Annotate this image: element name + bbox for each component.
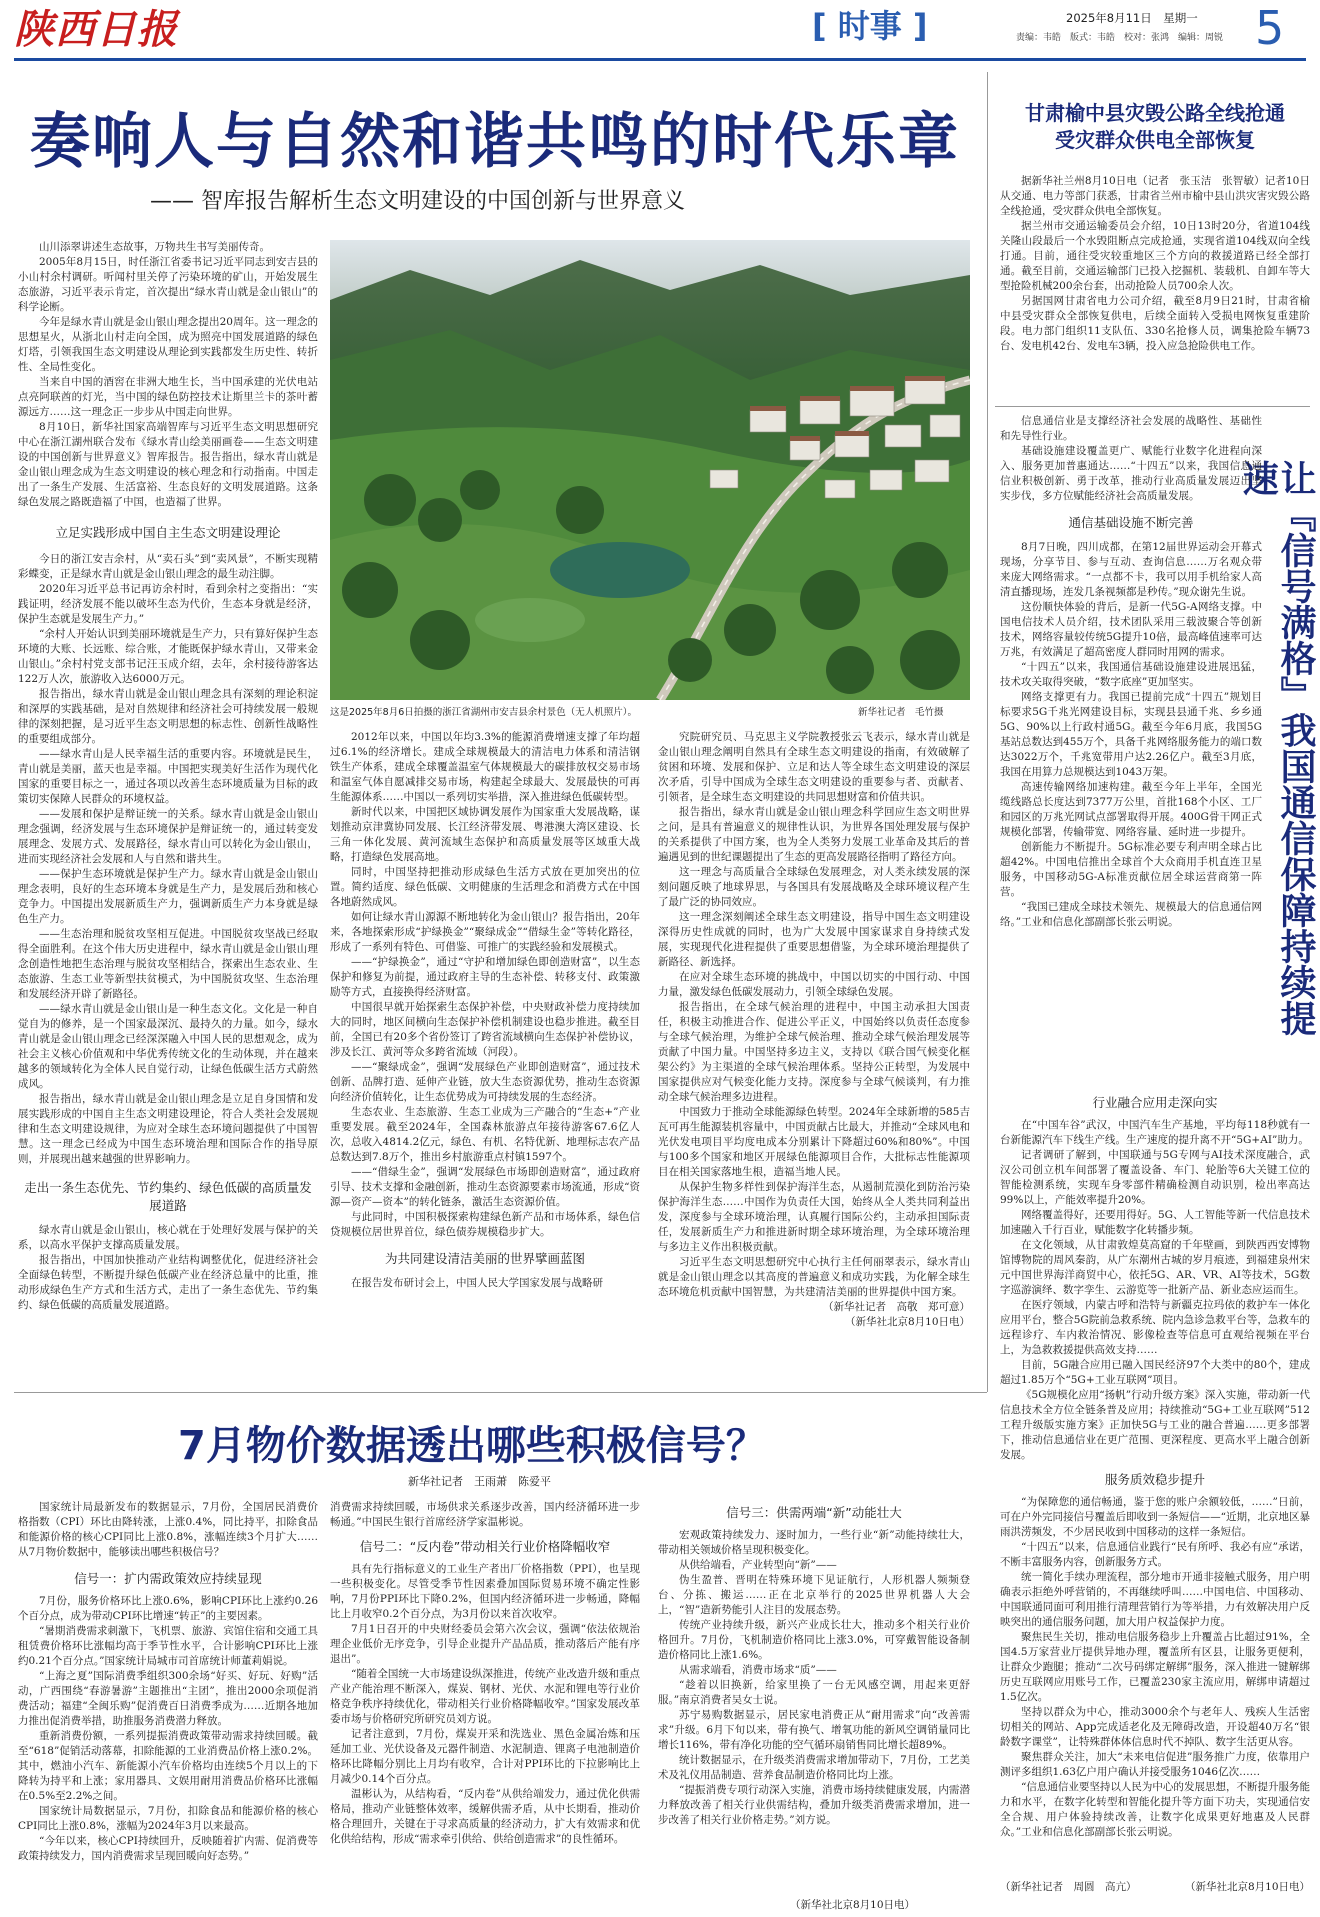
paragraph: 据兰州市交通运输委员会介绍，10日13时20分，省道104线关隆山段最后一个水毁阻断点完成抢通，实现省道104线双向全线打通。目前，通往受灾较重地区三个方向的救援道路已经全部打通。截至目前，交通运输部门已投入挖掘机、装载机、自卸车等大型抢险机械200余台套，出动抢险人员700余人次。 xyxy=(1000,220,1310,292)
cpi-col2 xyxy=(330,1500,640,1910)
paragraph: 网络覆盖得好，还要用得好。5G、人工智能等新一代信息技术加速融入千行百业，赋能数字化转播步频。 xyxy=(1000,1208,1310,1236)
paragraph: “信息通信业要坚持以人民为中心的发展思想，不断提升服务能力和水平，在数字化转型和智能化提升等方面下功夫，实现通信安全合规、用户体验持续改善，让数字化成果更好地惠及人民群众。”工业和信息化部副部长张云明说。 xyxy=(1000,1780,1310,1838)
paragraph: 坚持以群众为中心，推动3000余个与老年人、残疾人生活密切相关的网站、App完成适老化及无障碍改造，开设超40万名“银龄数字课堂”，让特殊群体体信息时代不掉队、数字生活更从容。 xyxy=(1000,1705,1310,1748)
paragraph: 具有先行指标意义的工业生产者出厂价格指数（PPI），也呈现一些积极变化。尽管受季节性因素叠加国际贸易环境不确定性影响，7月份PPI环比下降0.2%，但国内经济循环进一步畅通，降幅比上月收窄0.2个百分点，为3月份以来首次收窄。 xyxy=(330,1562,640,1620)
paragraph: 传统产业持续升级，新兴产业成长壮大，推动多个相关行业价格回升。7月份，飞机制造价格同比上涨3.0%，可穿戴智能设备制造价格同比上涨1.6%。 xyxy=(658,1618,970,1661)
paragraph: 目前，5G融合应用已融入国民经济97个大类中的80个，建成超过1.85万个“5G+工业互联网”项目。 xyxy=(1000,1358,1310,1386)
section-subhead: 为共同建设清洁美丽的世界擘画蓝图 xyxy=(384,1251,585,1266)
paragraph: “随着全国统一大市场建设纵深推进，传统产业改造升级和重点产业产能治理不断深入，煤炭、钢材、光伏、水泥和锂电等行业价格竞争秩序持续优化，带动相关行业价格降幅收窄。”国家发展改革委市场与价格研究所研究员刘方说。 xyxy=(330,1667,640,1725)
paragraph: 记者调研了解到，中国联通与5G专网与AI技术深度融合，武汉公司创立机车间部署了覆盖设备、车门、轮胎等6大关键工位的智能检测系统，实现车身零部件精确检测自动识别，检出率高达99%以上，产能效率提升20%。 xyxy=(1000,1148,1310,1206)
paragraph: 消费需求持续回暖，市场供求关系逐步改善，国内经济循环进一步畅通。”中国民生银行首席经济学家温彬说。 xyxy=(330,1501,640,1528)
telecom-col-a xyxy=(1000,414,1262,1094)
paragraph: 记者注意到，7月份，煤炭开采和洗选业、黑色金属冶炼和压延加工业、光伏设备及元器件制造、水泥制造、锂离子电池制造价格环比降幅分别比上月均有收窄，合计对PPI环比的下拉影响比上月减少0.14个百分点。 xyxy=(330,1727,640,1785)
masthead-rule xyxy=(14,58,1306,61)
paragraph: 聚焦民生关切，推动电信服务稳步上升覆盖占比超过91%，全国4.5万家营业厅提供异地办理，覆盖所有区县，让服务更便利，让群众少跑腿；推动“二次号码绑定解绑”服务，深入推进一键解绑历史互联网应用账号工作，已覆盖230家主流应用，解绑申请超过1.5亿次。 xyxy=(1000,1630,1310,1703)
paragraph: 在应对全球生态环境的挑战中，中国以切实的中国行动、中国力量，激发绿色低碳发展动力，引领全球绿色发展。 xyxy=(658,971,970,998)
cpi-col3 xyxy=(658,1500,970,1895)
paragraph: 国家统计局数据显示，7月份，扣除食品和能源价格的核心CPI同比上涨0.8%，涨幅为2024年3月以来最高。 xyxy=(18,1804,318,1832)
paragraph: 苏宁易购数据显示，居民家电消费正从“耐用需求”向“改善需求”升级。6月下旬以来，带有换气、增氧功能的新风空调销量同比增长116%，带有净化功能的空气循环扇销售同比增长超89%。 xyxy=(658,1708,970,1751)
section-title: [ 时事 ] xyxy=(812,7,928,45)
main-col1 xyxy=(18,240,318,1370)
section-label: 时事 xyxy=(837,7,902,45)
paragraph: 7月1日召开的中央财经委员会第六次会议，强调“依法依规治理企业低价无序竞争，引导企业提升产品品质，推动落后产能有序退出”。 xyxy=(330,1622,640,1665)
paragraph: 宏观政策持续发力、逐时加力，一些行业“新”动能持续壮大，带动相关领域价格呈现积极变化。 xyxy=(658,1528,970,1556)
paragraph: 生态农业、生态旅游、生态工业成为三产融合的“生态+”产业重要发展。截至2024年，全国森林旅游点年接待游客67.6亿人次，总收入4814.2亿元，绿色、有机、名特优新、地理标志农产品总数达到7.8万个，推出乡村旅游重点村镇1597个。 xyxy=(330,1106,640,1163)
section-subhead: 信号二：“反内卷”带动相关行业价格降幅收窄 xyxy=(359,1539,611,1554)
paragraph: 伪生盈普、晋明在特殊环境下见证航行，人形机器人频频登台、分拣、搬运……正在北京举行的2025世界机器人大会上，“智”造新势能引人注目的发展态势。 xyxy=(658,1573,970,1616)
paragraph: 如何让绿水青山源源不断地转化为金山银山？报告指出，20年来，各地探索形成“护绿换金”“聚绿成金”“借绿生金”等转化路径，形成了一系列有特色、可借鉴、可推广的实践经验和发展模式。 xyxy=(330,911,640,953)
paragraph: 今年是绿水青山就是金山银山理念提出20周年。这一理念的思想星火，从浙北山村走向全国，成为照亮中国发展道路的绿色灯塔，引领我国生态文明建设从理论到实践都发生历史性、转折性、全局性变化。 xyxy=(18,316,318,373)
paragraph: ——生态治理和脱贫攻坚相互促进。中国脱贫攻坚战已经取得全面胜利。在这个伟大历史进程中，绿水青山就是金山银山理念创造性地把生态治理与脱贫攻坚相结合，探索出生态农业、生态旅游、生态工业等新型扶贫模式，为中国脱贫攻坚、生态治理和发展经济开辟了新路径。 xyxy=(18,927,318,1000)
main-photo xyxy=(330,240,970,700)
paragraph: 当来自中国的酒窖在非洲大地生长，当中国承建的光伏电站点亮阿联酋的灯光，当中国的绿色防控技术让斯里兰卡的茶叶蓄源远方……这一理念正一步步从中国走向世界。 xyxy=(18,376,318,418)
paragraph: 在报告发布研讨会上，中国人民大学国家发展与战略研 xyxy=(351,1276,603,1289)
paragraph: 报告指出，绿水青山就是金山银山理念具有深刻的理论积淀和深厚的实践基础，是对自然规律和经济社会可持续发展一般规律的深刻把握，是习近平生态文明思想的标志性、创新性战略性的重要组成部分。 xyxy=(18,687,318,745)
paragraph: 7月份，服务价格环比上涨0.6%，影响CPI环比上涨约0.26个百分点，成为带动CPI环比增速“转正”的主要因素。 xyxy=(18,1594,318,1622)
gansu-title-line2: 受灾群众供电全部恢复 xyxy=(1055,128,1255,152)
byline-credit: （新华社记者 高敬 郑可意） xyxy=(823,1301,970,1313)
section-rule xyxy=(995,406,1310,407)
paragraph: 在文化领域，从甘肃敦煌莫高窟的千年壁画，到陕西西安博物馆博物院的周风秦韵，从广东潮州古城的岁月痕迹，到福建泉州宋元中国世界海洋商贸中心，依托5G、AR、VR、AI等技术，5G数字巡游演绎、数字孪生、云游览等一批新产品、新业态应运而生。 xyxy=(1000,1238,1310,1296)
paragraph: 中国很早就开始探索生态保护补偿，中央财政补偿力度持续加大的同时，地区间横向生态保护补偿机制建设也稳步推进。截至目前，全国已有20多个省份签订了跨省流域横向生态保护补偿协议，涉及长江、黄河等众多跨省流域（河段）。 xyxy=(330,1001,640,1058)
gansu-headline xyxy=(995,100,1315,154)
photo-credit: 新华社记者 毛竹摄 xyxy=(858,707,944,718)
paragraph: 山川添翠讲述生态故事，万物共生书写美丽传奇。 xyxy=(39,241,270,253)
paragraph: 究院研究员、马克思主义学院教授张云飞表示，绿水青山就是金山银山理念阐明自然具有全球生态文明建设的指南，有效破解了贫困和环境、发展和保护、立足和达人等全球生态文明建设的深层次矛盾，引导中国成为全球生态文明建设的重要参与者、贡献者、引领者，是全球生态文明建设的共同思想财富和价值共识。 xyxy=(658,731,970,803)
page-date: 2025年8月11日 星期一 xyxy=(1066,11,1198,25)
paragraph: 新时代以来，中国把区域协调发展作为国家重大发展战略，谋划推动京津冀协同发展、长江经济带发展、粤港澳大湾区建设、长三角一体化发展、黄河流域生态保护和高质量发展等区域重大战略，打造绿色发展高地。 xyxy=(330,806,640,863)
paragraph: 网络支撑更有力。我国已提前完成“十四五”规划目标要求5G千兆光网建设目标，实现县县通千兆、乡乡通5G、90%以上行政村通5G。截至今年6月底，我国5G基站总数达到455万个，具备千兆网络服务能力的端口数达3022万个，千兆宽带用户达2.26亿户。截至3月底，我国在用算力总规模达到1043万架。 xyxy=(1000,690,1262,778)
paragraph: 2020年习近平总书记再访余村时，看到余村之变指出：“实践证明，经济发展不能以破坏生态为代价，生态本身就是经济，保护生态就是发展生产力。” xyxy=(18,582,318,625)
paragraph: “十四五”以来，信息通信业践行“民有所呼、我必有应”承诺，不断丰富服务内容，创新服务方式。 xyxy=(1000,1540,1310,1568)
village-aerial-photo xyxy=(330,240,970,700)
paragraph: 8月10日，新华社国家高端智库与习近平生态文明思想研究中心在浙江湖州联合发布《绿水青山绘美丽画卷——生态文明建设的中国创新与世界意义》智库报告。报告指出，绿水青山就是金山银山理念成为生态文明建设的核心理念和行动指南。中国走出了一条生产发展、生活富裕、生态良好的文明发展道路。这条绿色发展之路既造福了中国，也造福了世界。 xyxy=(18,421,318,508)
paragraph: “余村人开始认识到美丽环境就是生产力，只有算好保护生态环境的大账、长远账、综合账，才能既保护绿水青山，又带来金山银山。”余村村党支部书记汪玉成介绍，去年，余村接待游客达122万人次，旅游收入达6000万元。 xyxy=(18,627,318,685)
paragraph: ——绿水青山就是金山银山是一种生态文化。文化是一种自觉自为的修养，是一个国家最深沉、最持久的力量。如今，绿水青山就是金山银山理念已经深深融入中国人民的思想观念，成为社会主义核心价值观和中华优秀传统文化的生动体现，并在越来越多的领域转化为全体人民自觉行动，让绿色低碳生活方式蔚然成风。 xyxy=(18,1002,318,1090)
paragraph: 从供给端看，产业转型向“新”—— xyxy=(679,1558,837,1571)
section-rule xyxy=(14,1392,987,1393)
paragraph: 《5G规模化应用“扬帆”行动升级方案》深入实施，带动新一代信息技术全方位全链条普及应用；持续推动“5G+工业互联网”512工程升级版实施方案》正加快5G与工业的融合普遍……更多部署下，推动信息通信业在更广范围、更深程度、更高水平上融合创新发展。 xyxy=(1000,1388,1310,1461)
section-subhead: 服务质效稳步提升 xyxy=(1104,1471,1205,1487)
masthead xyxy=(0,0,1320,60)
cpi-headline: 7月物价数据透出哪些积极信号？ xyxy=(178,1423,766,1469)
paragraph: 国家统计局最新发布的数据显示，7月份，全国居民消费价格指数（CPI）环比由降转涨，上涨0.4%，同比持平，扣除食品和能源价格的核心CPI同比上涨0.8%，涨幅连续3个月扩大……从7月物价数据中，能够读出哪些积极信号？ xyxy=(18,1501,318,1558)
dateline-credit: （新华社北京8月10日电） xyxy=(844,1316,970,1328)
paragraph: “趁着以旧换新，给家里换了一台无风感空调，用起来更舒服。”南京消费者吴女士说。 xyxy=(658,1678,970,1706)
photo-caption: 这是2025年8月6日拍摄的浙江省湖州市安吉县余村景色（无人机照片）。 xyxy=(330,707,638,718)
paragraph: “我国已建成全球技术领先、规模最大的信息通信网络。”工业和信息化部副部长张云明说。 xyxy=(1000,900,1262,928)
paragraph: 报告指出，在全球气候治理的进程中，中国主动承担大国责任，积极主动推进合作、促进公平正义，中国始终以负责任态度参与全球气候治理，为维护全球气候治理、推动全球气候治理发展等贡献了中国力量。中国坚持多边主义，支持以《联合国气候变化框架公约》为主渠道的全球气候治理体系。坚持公正转型，为发展中国家提供应对气候变化能力支持。深度参与全球气候谈判，有力推动全球气候治理多边进程。 xyxy=(658,1001,970,1103)
paragraph: 创新能力不断提升。5G标准必要专利声明全球占比超42%。中国电信推出全球首个大众商用手机直连卫星服务，中国移动5G-A标准贡献位居全球运营商第一阵营。 xyxy=(1000,840,1262,898)
main-headline: 奏响人与自然和谐共鸣的时代乐章 xyxy=(30,107,960,177)
paragraph: 中国致力于推动全球能源绿色转型。2024年全球新增的585吉瓦可再生能源装机容量中，中国贡献占比最大，并推动“全球风电和光伏发电项目平均度电成本分别累计下降超过60%和80%”。中国与100多个国家和地区开展绿色能源项目合作，大批标志性能源项目在相关国家落地生根，造福当地人民。 xyxy=(658,1106,970,1178)
paragraph: 2005年8月15日，时任浙江省委书记习近平同志到安吉县的小山村余村调研。听闻村里关停了污染环境的矿山，开始发展生态旅游，习近平表示肯定，首次提出“绿水青山就是金山银山”的科学论断。 xyxy=(18,256,318,313)
telecom-credits xyxy=(1000,1880,1310,1895)
gansu-title-line1: 甘肃榆中县灾毁公路全线抢通 xyxy=(1025,101,1285,125)
section-subhead: 通信基础设施不断完善 xyxy=(1068,515,1194,530)
paragraph: ——发展和保护是辩证统一的关系。绿水青山就是金山银山理念强调，经济发展与生态环境保护是辩证统一的，通过转变发展理念、发展方式、发展路径，绿水青山可以转化为金山银山，进而实现经济社会发展和人与自然和谐共生。 xyxy=(18,807,318,865)
section-subhead: 信号三：供需两端“新”动能壮大 xyxy=(726,1505,902,1520)
paragraph: 在医疗领域，内蒙古呼和浩特与新疆克拉玛依的救护车一体化应用平台，整合5G院前急救系统、院内急诊急救平台等，急救车的远程诊疗、车内救治情况、影像检查等信息可直观给视频在平台上，为急救救援提供高效支持…… xyxy=(1000,1298,1310,1356)
paragraph: “今年以来，核心CPI持续回升，反映随着扩内需、促消费等政策持续发力，国内消费需求呈现回暖向好态势。” xyxy=(18,1834,318,1862)
paragraph: 这一理念与高质量合全球绿色发展理念，对人类永续发展的深刻问题反映了地球界思，与各国具有发展战略及全球环境议程产生了最广泛的协同效应。 xyxy=(658,866,970,908)
paragraph: 据新华社兰州8月10日电（记者 张玉洁 张智敏）记者10日从交通、电力等部门获悉，甘肃省兰州市榆中县山洪灾害灾毁公路全线抢通，受灾群众供电全部恢复。 xyxy=(1000,175,1310,217)
paragraph: 今日的浙江安吉余村，从“卖石头”到“卖风景”，不断实现精彩蝶变，正是绿水青山就是金山银山理念的最生动注脚。 xyxy=(18,552,318,580)
paragraph: ——“借绿生金”，强调“发展绿色市场即创造财富”，通过政府引导、技术支撑和金融创新，推动生态资源要素市场流通，形成“资源—资产—资本”的转化链条，激活生态资源价值。 xyxy=(330,1166,640,1208)
column-rule xyxy=(987,72,988,1392)
paragraph: “为保障您的通信畅通，鉴于您的账户余额较低，……”日前，可在户外完同接信号覆盖后即收到一条短信——“近期，北京地区暴雨洪涝频发，不少居民收到中国移动的这样一条短信。 xyxy=(1000,1495,1310,1538)
paragraph: 报告指出，绿水青山就是金山银山理念是立足自身国情和发展实践形成的中国自主生态文明建设理论，符合人类社会发展规律和生态文明建设规律，为应对全球生态环境问题提供了中国智慧。这一理念已经成为中国生态环境治理和国际合作的指导原则，并展现出越来越强的世界影响力。 xyxy=(18,1092,318,1165)
paragraph: 8月7日晚，四川成都，在第12届世界运动会开幕式现场，分享节目、参与互动、查询信息……万名观众带来庞大网络需求。“一点都不卡，我可以用手机给家人高清直播现场，连发几条视频都是秒传。”现众谢先生说。 xyxy=(1000,540,1262,598)
paragraph: 与此同时，中国积极探索构建绿色新产品和市场体系，绿色信贷规模位居世界首位，绿色债券规模稳步扩大。 xyxy=(330,1211,640,1238)
cpi-byline: 新华社记者 王雨萧 陈爱平 xyxy=(408,1475,551,1488)
paragraph: 从需求端看，消费市场求“质”—— xyxy=(679,1663,837,1676)
paragraph: 从保护生物多样性到保护海洋生态，从遏制荒漠化到防治污染保护海洋生态……中国作为负责任大国，始终从全人类共同利益出发，深度参与全球环境治理，认真履行国际公约，主动承担国际责任，发展新质生产力和推进新时期全球环境治理，为全球环境治理与多边主义作出积极贡献。 xyxy=(658,1181,970,1253)
paragraph: 报告指出，中国加快推动产业结构调整优化，促进经济社会全面绿色转型，不断提升绿色低碳产业在经济总量中的比重，推动形成绿色生产方式和生活方式，走出了一条生态优先、节约集约、绿色低碳的高质量发展道路。 xyxy=(18,1253,318,1311)
section-subhead: 立足实践形成中国自主生态文明建设理论 xyxy=(55,525,281,540)
paragraph: 习近平生态文明思想研究中心执行主任何丽翠表示，绿水青山就是金山银山理念以其高度的普遍意义和成功实践，为化解全球生态环境危机贡献中国智慧，为共建清洁美丽的世界提供中国方案。 xyxy=(658,1256,970,1298)
page-editors: 责编：韦皓 版式：韦皓 校对：张鸿 编辑：周锐 xyxy=(1016,33,1224,43)
dateline-credit: （新华社北京8月10日电） xyxy=(1184,1881,1310,1893)
paragraph: “暑期消费需求刺激下，飞机票、旅游、宾馆住宿和交通工具租赁费价格环比涨幅均高于季节性水平，合计影响CPI环比上涨约0.21个百分点。”国家统计局城市司首席统计师董莉娟说。 xyxy=(18,1624,318,1667)
paragraph: “上海之夏”国际消费季组织300余场“好买、好玩、好购”活动，广西围绕“春游暑游”主题推出“主团”，推出2000余项促消费活动；福建“全闽乐购”促消费百日消费季成为……近期各地加力推出促消费举措，助推服务消费潜力释放。 xyxy=(18,1669,318,1727)
gansu-body xyxy=(1000,174,1310,394)
dateline-credit: （新华社北京8月10日电） xyxy=(790,1899,916,1911)
paragraph: 基础设施建设覆盖更广、赋能行业数字化进程向深入、服务更加普惠通达……“十四五”以来，我国信息通信业积极创新、勇于改革，推动行业高质量发展迈出坚实步伐，多方位赋能经济社会高质量发展。 xyxy=(1000,445,1262,502)
paragraph: 另据国网甘肃省电力公司介绍，截至8月9日21时，甘肃省榆中县受灾群众全部恢复供电，后续全面转入受损电网恢复重建阶段。电力部门组织11支队伍、330名抢修人员，调集抢险车辆73台、发电机42台、发电车3辆，投入应急抢险供电工作。 xyxy=(1000,295,1310,352)
telecom-vertical-headline xyxy=(1237,460,1316,1060)
paragraph: “十四五”以来，我国通信基础设施建设进展迅猛，技术攻关取得突破，“数字底座”更加坚实。 xyxy=(1000,660,1262,688)
paragraph: 2012年以来，中国以年均3.3%的能源消费增速支撑了年均超过6.1%的经济增长。建成全球规模最大的清洁电力体系和清洁钢铁生产体系，建成全球覆盖温室气体规模最大的碳排放权交易市场和温室气体自愿减排交易市场，构建起全球最大、发展最快的可再生能源体系……中国以一系列切实举措，深入推进绿色低碳转型。 xyxy=(330,731,640,803)
paragraph: ——“护绿换金”，通过“守护和增加绿色即创造财富”，以生态保护和修复为前提，通过政府主导的生态补偿、转移支付、政策激励等方式，直接换得经济财富。 xyxy=(330,956,640,998)
section-subhead: 走出一条生态优先、节约集约、绿色低碳的高质量发展道路 xyxy=(24,1179,312,1213)
paragraph: 高速传输网络加速构建。截至今年上半年，全国光缆线路总长度达到7377万公里，首批168个小区、工厂和园区的万兆光网试点部署取得开展。400G骨干网正式规模化部署，传输带宽、网络容量、延时进一步提升。 xyxy=(1000,780,1262,838)
paragraph: 同时，中国坚持把推动形成绿色生活方式放在更加突出的位置。简约适度、绿色低碳、文明健康的生活理念和消费方式在中国各地蔚然成风。 xyxy=(330,866,640,908)
section-subhead: 信号一：扩内需政策效应持续显现 xyxy=(74,1571,262,1586)
paragraph: 这一理念深刻阐述全球生态文明建设，指导中国生态文明建设深得历史性成就的同时，也为广大发展中国家谋求自身持续式发展，实现现代化进程提供了重要思想借鉴，为全球环境治理提供了新路径、新选择。 xyxy=(658,911,970,968)
telecom-title: 让『信号满格』我国通信保障持续提速 xyxy=(1237,460,1316,1036)
paragraph: 温彬认为，从结构看，“反内卷”从供给端发力，通过优化供需格局，推动产业链整体效率，缓解供需矛盾，从中长期看，推动价格合理回升，关键在于寻求高质量的经济动力，扩大有效需求和优化供给结构，形成“需求牵引供给、供给创造需求”的良性循环。 xyxy=(330,1787,640,1845)
paragraph: 统一简化手续办理流程，部分地市开通非接触式服务，用户明确表示拒绝外呼营销的，不再继续呼叫……中国电信、中国移动、中国联通同面可利用推行清理营销行为等举措，力有效解决用户反映突出的通信服务问题，加大用户权益保护力度。 xyxy=(1000,1570,1310,1628)
paragraph: 在“中国车谷”武汉，中国汽车生产基地，平均每118秒就有一台新能源汽车下线生产线。生产速度的提升离不开“5G+AI”助力。 xyxy=(1000,1118,1310,1146)
paragraph: 重新消费份额，一系列提振消费政策带动需求持续回暖。截至“618”促销活动落幕，扣除能源的工业消费品价格上涨0.2%。其中，燃油小汽车、新能源小汽车价格均由连续5个月以上的下降转为持平和上涨；家用器具、文娱用耐用消费品价格环比涨幅在0.5%至2.2%之间。 xyxy=(18,1729,318,1802)
paragraph: “提振消费专项行动深入实施，消费市场持续健康发展，内需潜力释放改善了相关行业供需结构，叠加升级类消费需求增加，进一步改善了相关行业价格走势。”刘方说。 xyxy=(658,1783,970,1826)
telecom-col-b xyxy=(1000,1094,1310,1864)
page-number: 5 xyxy=(1255,1,1285,55)
paragraph: 信息通信业是支撑经济社会发展的战略性、基础性和先导性行业。 xyxy=(1000,415,1262,442)
section-subhead: 行业融合应用走深向实 xyxy=(1092,1095,1218,1110)
paragraph: ——绿水青山是人民幸福生活的重要内容。环境就是民生，青山就是美丽，蓝天也是幸福。中国把实现美好生活作为现代化国家的重要目标之一，通过各项以改善生态环境质量为目标的政策切实保障人民群众的环境权益。 xyxy=(18,747,318,805)
byline-credit: （新华社记者 周圆 高亢） xyxy=(1000,1881,1137,1893)
main-col2 xyxy=(330,730,640,1370)
paragraph: 报告指出，绿水青山就是金山银山理念科学回应生态文明世界之问，是具有普遍意义的规律性认识，为世界各国处理发展与保护的关系提供了中国方案，也为全人类努力发展工业革命及其后的普遍遇见到的世纪课题提出了生态的更高发展路径指明了路径方向。 xyxy=(658,806,970,863)
paragraph: 绿水青山就是金山银山，核心就在于处理好发展与保护的关系，以高水平保护支撑高质量发展。 xyxy=(18,1223,318,1251)
main-col3 xyxy=(658,730,970,1370)
paragraph: 统计数据显示，在升级类消费需求增加带动下，7月份，工艺美术及礼仪用品制造、营养食品制造价格同比均上涨。 xyxy=(658,1753,970,1781)
paragraph: 这份顺快体验的背后，是新一代5G-A网络支撑。中国电信技术人员介绍，技术团队采用三载波聚合等创新技术，网络容量较传统5G提升10倍，最高峰值速率可达万兆，有效满足了超高密度人群同时用网的需求。 xyxy=(1000,600,1262,658)
paragraph: ——保护生态环境就是保护生产力。绿水青山就是金山银山理念表明，良好的生态环境本身就是生产力，是发展后劲和核心竞争力。中国提出发展新质生产力，强调新质生产力本身就是绿色生产力。 xyxy=(18,867,318,925)
cpi-col1 xyxy=(18,1500,318,1910)
paragraph: 聚焦群众关注，加大“未来电信促进”服务推广力度，依靠用户测评多组织1.63亿户用户确认并接受服务1046亿次…… xyxy=(1000,1750,1310,1778)
paragraph: ——“聚绿成金”，强调“发展绿色产业即创造财富”，通过技术创新、品牌打造、延伸产业链，放大生态资源优势，推动生态资源向经济价值转化，让生态优势成为可持续发展的生态经济。 xyxy=(330,1061,640,1103)
newspaper-logo: 陕西日报 xyxy=(14,6,178,53)
main-subheadline: —— 智库报告解析生态文明建设的中国创新与世界意义 xyxy=(150,189,685,214)
